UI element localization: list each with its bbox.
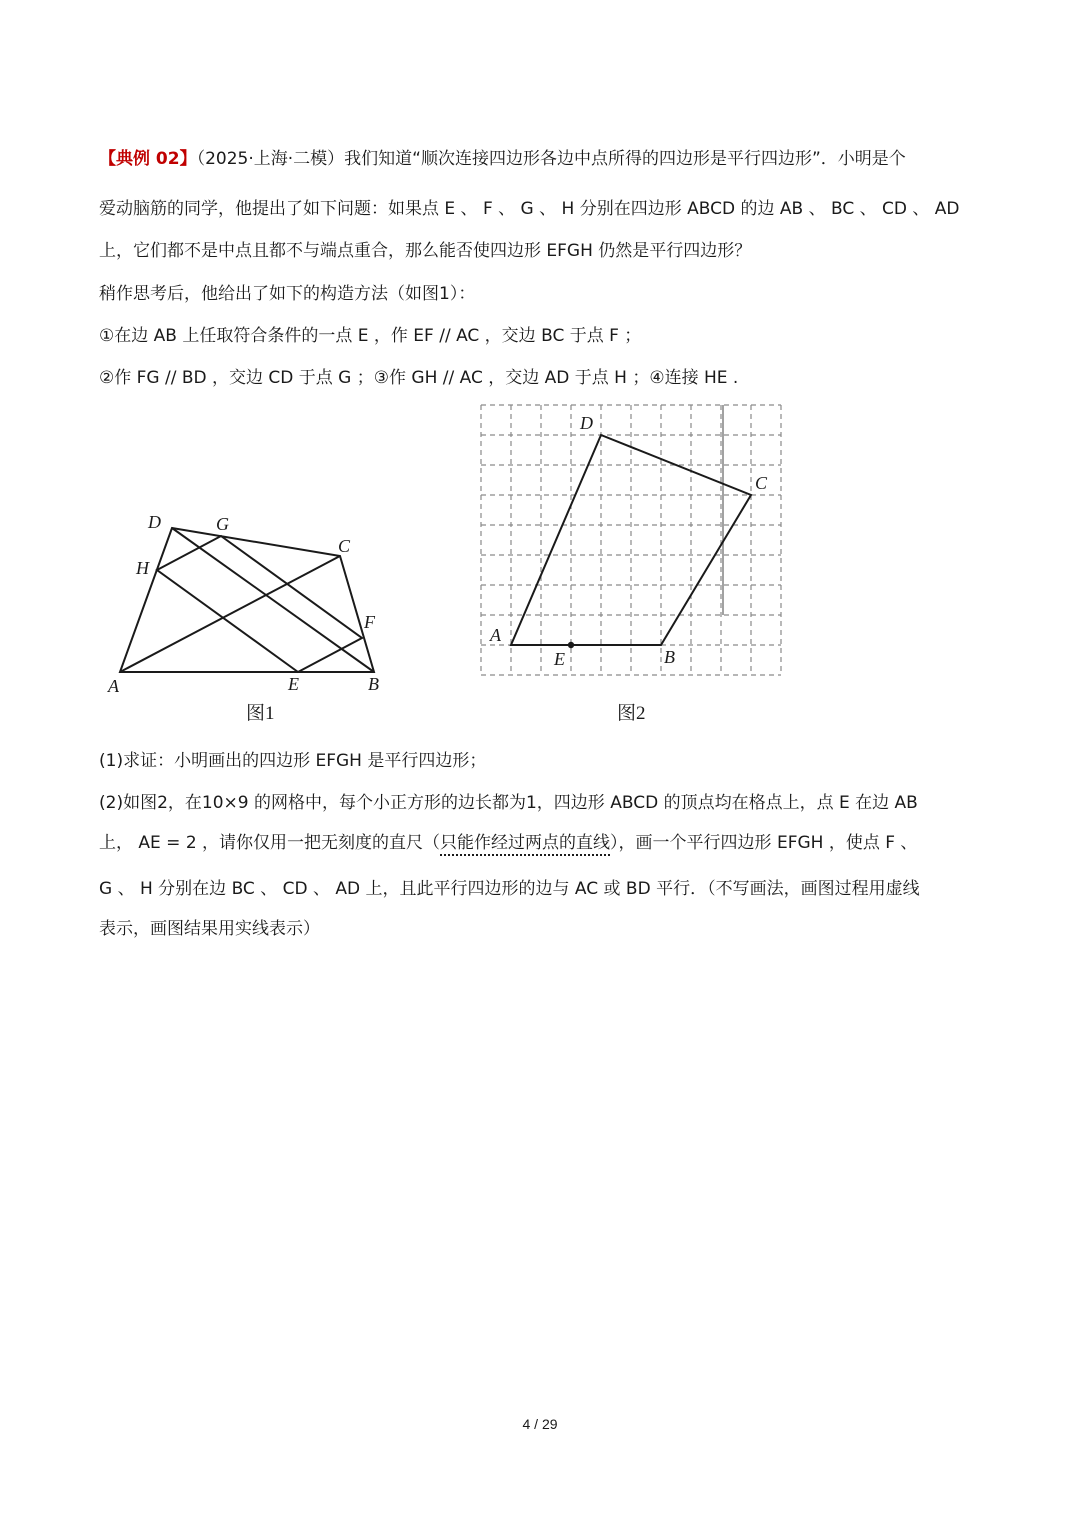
question-2-line-1: (2)如图2，在10×9 的网格中，每个小正方形的边长都为1，四边形 ABCD 的顶点均在格点上，点 E 在边 AB — [99, 793, 918, 813]
fig1-label-g: G — [216, 514, 229, 534]
quad-efgh — [157, 536, 362, 672]
fig1-label-a: A — [108, 676, 119, 696]
figure-2 — [470, 395, 800, 685]
fig1-label-b: B — [368, 674, 379, 694]
fig1-label-d: D — [148, 512, 161, 532]
question-1: (1)求证：小明画出的四边形 EFGH 是平行四边形； — [99, 751, 487, 771]
fig2-label-a: A — [490, 625, 501, 645]
question-2-line-4: 表示，画图结果用实线表示） — [99, 919, 320, 939]
problem-line-4: 稍作思考后，他给出了如下的构造方法（如图1）： — [99, 284, 476, 304]
figure-2-caption: 图2 — [617, 703, 646, 724]
page-number: 4 / 29 — [522, 1416, 558, 1432]
figure-1-caption: 图1 — [246, 703, 275, 724]
quad-abcd — [120, 528, 374, 672]
q2-text-b: ），画一个平行四边形 EFGH ，使点 F 、 — [610, 833, 918, 853]
fig1-label-f: F — [364, 612, 375, 632]
fig1-label-e: E — [288, 674, 299, 694]
problem-line-1 — [99, 148, 906, 170]
problem-line-2: 爱动脑筋的同学，他提出了如下问题：如果点 E 、 F 、 G 、 H 分别在四边形 ABCD 的边 AB 、 BC 、 CD 、 AD — [99, 199, 960, 219]
problem-intro: 我们知道“顺次连接四边形各边中点所得的四边形是平行四边形”．小明是个 — [344, 149, 906, 169]
fig2-label-d: D — [580, 413, 593, 433]
fig2-label-b: B — [664, 647, 675, 667]
q2-emphasis: 只能作经过两点的直线 — [440, 833, 611, 853]
problem-source: （2025·上海·二模） — [196, 149, 345, 169]
fig2-label-c: C — [755, 473, 768, 493]
construction-steps-2-4: ②作 FG // BD ，交边 CD 于点 G ；③作 GH // AC ，交边 AD 于点 H ；④连接 HE . — [99, 368, 739, 388]
fig1-label-c: C — [338, 536, 351, 556]
grid-10x9 — [481, 405, 781, 675]
fig2-label-e: E — [554, 649, 565, 669]
figure-1 — [100, 500, 400, 700]
q2-text-a: 上， AE = 2 ，请你仅用一把无刻度的直尺（ — [99, 833, 441, 853]
example-tag: 【典例 02】 — [99, 149, 197, 169]
fig1-label-h: H — [136, 558, 149, 578]
point-e — [568, 642, 574, 648]
question-2-line-3: G 、 H 分别在边 BC 、 CD 、 AD 上，且此平行四边形的边与 AC 或 BD 平行．（不写画法，画图过程用虚线 — [99, 879, 920, 899]
problem-line-3: 上，它们都不是中点且都不与端点重合，那么能否使四边形 EFGH 仍然是平行四边形？ — [99, 241, 752, 261]
construction-step-1: ①在边 AB 上任取符合条件的一点 E ，作 EF // AC ，交边 BC 于点 F ； — [99, 326, 642, 346]
diagonal-ac — [120, 556, 340, 672]
question-2-line-2 — [99, 832, 917, 854]
